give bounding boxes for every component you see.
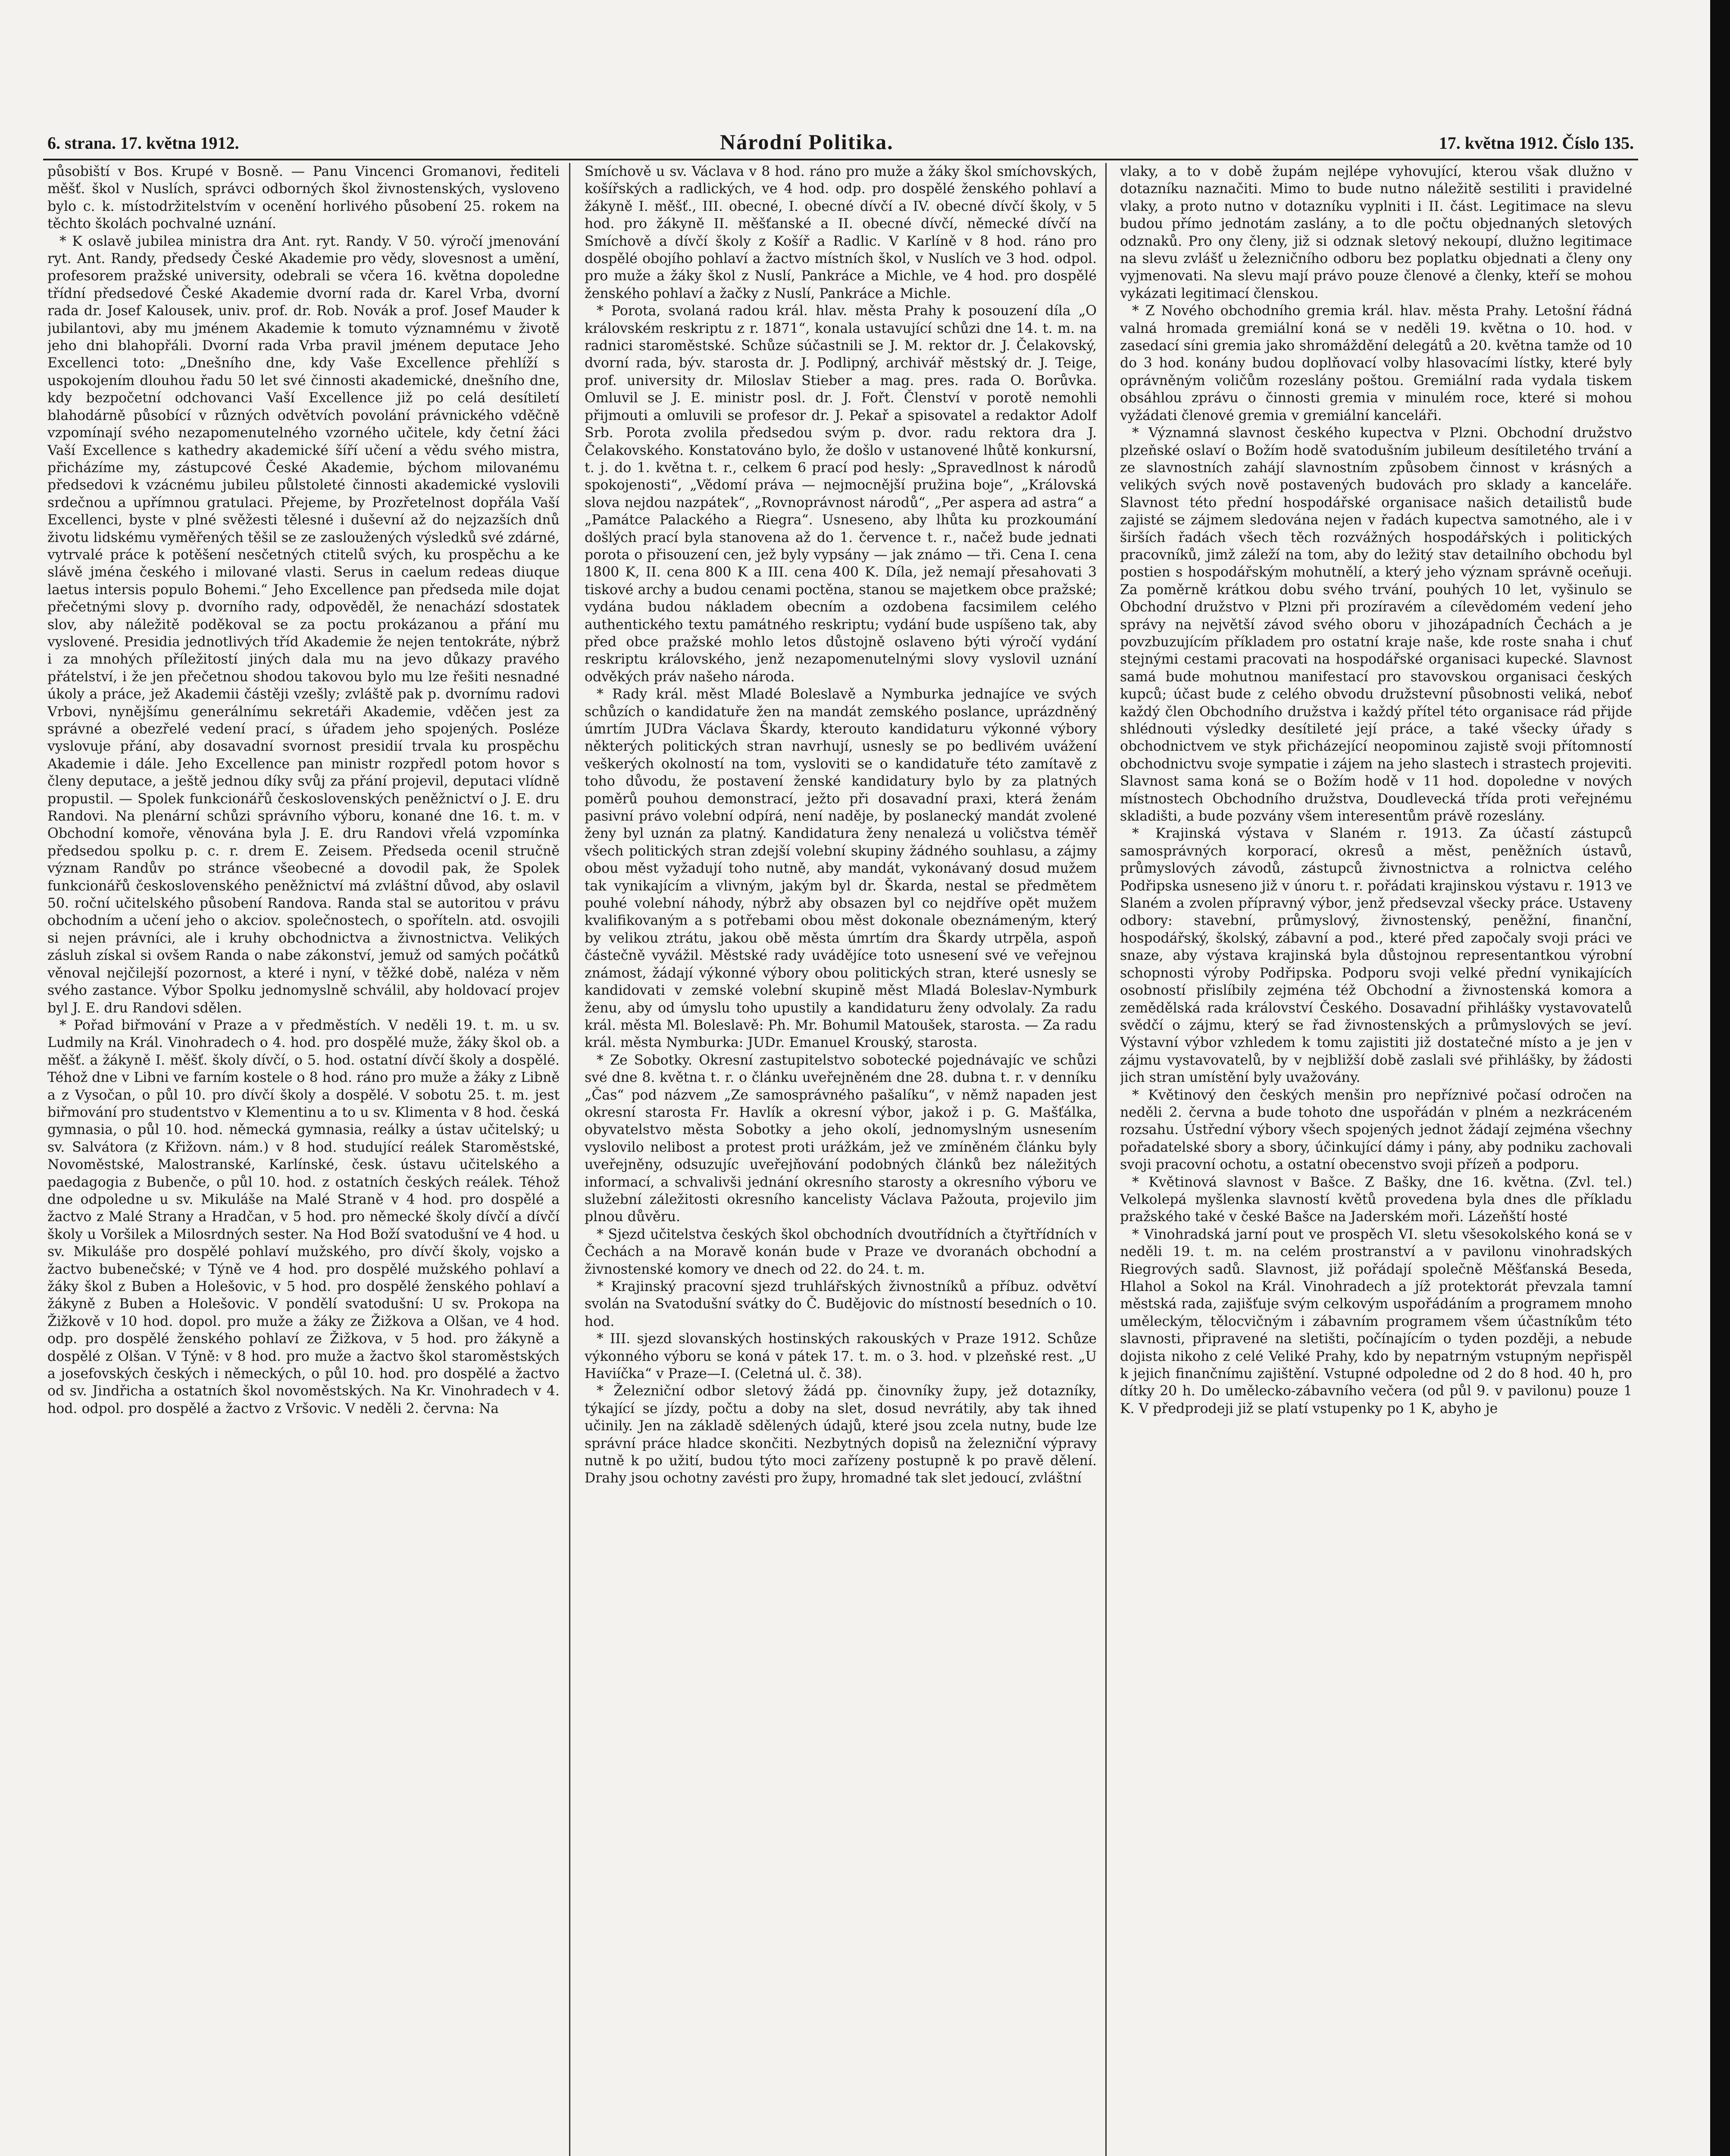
- masthead: [47, 129, 1634, 160]
- article-text: vlaky, a to v době župám nejlépe vyhovující, kterou však dlužno v dotazníku naznačiti. Mimo to bude nutno náležitě sestiliti i pravidelné vlaky, a proto nutno v dotazníku vyplniti i II. část. Legitimace na slevu budou přímo jednotám zaslány, a to dle počtu objednaných sletových odznaků. Pro ony členy, již si odznak sletový nekoupí, dlužno legitimace na slevu zvlášť u železničního odboru bez poplatku objednati a členy ony vyjmenovati. Na slevu mají právo pouze členové a členky, kteří se mohou vykázati legitimací členskou.: [1120, 164, 1632, 301]
- article-slany-exhibition: * Krajinská výstava v Slaném r. 1913. Za účastí zástupců samosprávných korporací, okresů a měst, peněžních ústavů, průmyslových závodů, zástupců živnostnictva a rolnictva celého Podřipska usneseno již v únoru t. r. pořádati krajinskou výstavu r. 1913 ve Slaném a zvolen přípravný výbor, jenž předsevzal všecky práce. Ustaveny odbory: stavební, průmyslový, živnostenský, peněžní, finanční, hospodářský, školský, zábavní a pod., které před započaly svoji práci ve snaze, aby výstava krajinská byla důstojnou representantkou výrobní schopnosti výroby Podřipska. Podporu svoji velké přední vynikajících osobností přislíbily zejména též Obchodní a živnostenská komora a zemědělská rada království Českého. Dosavadní přihlášky vystavovatelů svědčí o zájmu, který se řad živnostenských a průmyslových se jeví. Výstavní výbor vzhledem k tomu zajistiti již dostatečné místo a je jen v zájmu vystavovatelů, by v nejbližší době zaslali své přihlášky, by žádosti jich stran umístění byly uvažovány.: [1120, 826, 1632, 1086]
- article-carpenters-congress: * Krajinský pracovní sjezd truhlářských živnostníků a příbuz. odvětví svolán na Svatodušní svátky do Č. Budějovic do místností besedních o 10. hod.: [585, 1279, 1097, 1329]
- article-confirmation-schedule: * Pořad biřmování v Praze a v předměstích. V neděli 19. t. m. u sv. Ludmily na Král. Vinohradech o 4. hod. pro dospělé muže, žáky škol ob. a měšť. a žákyně I. měšť. školy dívčí, o 5. hod. ostatní dívčí školy a dospělé. Téhož dne v Libni ve farním kostele o 8 hod. ráno pro muže a žáky z Libně a z Vysočan, o půl 10. pro dívčí školy a dospělé. V sobotu 25. t. m. jest biřmování pro studentstvo v Klementinu a to u sv. Klimenta v 8 hod. česká gymnasia, o půl 10. hod. německá gymnasia, reálky a ústav učitelský; u sv. Salvátora (z Křižovn. nám.) v 8 hod. studující reálek Staroměstské, Novoměstské, Malostranské, Karlínské, česk. ústavu učitelského a paedagogia z Bubenče, o půl 10. hod. z ostatních českých reálek. Téhož dne odpoledne u sv. Mikuláše na Malé Straně v 4 hod. pro dospělé a žactvo z Malé Strany a Hradčan, v 5 hod. pro německé školy dívčí a dívčí školy u Voršilek a Milosrdných sester. Na Hod Boží svatodušní ve 4 hod. u sv. Mikuláše pro dospělé pohlaví mužského, pro dívčí školy, vojsko a žactvo bubenečské; v Týně ve 4 hod. pro dospělé mužského pohlaví a žáky škol z Buben a Holešovic, v 5 hod. pro dospělé ženského pohlaví a žákyně z Buben a Holešovic. V pondělí svatodušní: U sv. Prokopa na Žižkově v 10 hod. dopol. pro muže a žáky ze Žižkova a Olšan, ve 4 hod. odp. pro dospělé ženského pohlaví ze Žižkova, v 5 hod. pro žákyně a dospělé z Olšan. V Týně: v 8 hod. pro muže a žactvo škol staroměstských a josefovských českých i německých, o půl 10. hod. pro dospělé a žactvo od sv. Jindřicha a ostatních škol novoměstských. Na Kr. Vinohradech v 4. hod. odpol. pro dospělé a žactvo z Vršovic. V neděli 2. června: Na: [47, 1017, 560, 1416]
- article-text: Smíchově u sv. Václava v 8 hod. ráno pro muže a žáky škol smíchovských, košířských a radlických, ve 4 hod. odp. pro dospělé ženského pohlaví a žákyně I. měšť., III. obecné, I. obecné dívčí a IV. obecné dívčí školy, v 5 hod. pro žákyně II. měšťanské a II. obecné dívčí, německé dívčí na Smíchově a dívčí školy z Košíř a Radlic. V Karlíně v 8 hod. ráno pro dospělé obojího pohlaví a žactvo místních škol, v Nuslích ve 3 hod. odpol. pro muže a žáky škol z Nuslí, Pankráce a Michle, ve 4 hod. pro dospělé ženského pohlaví a žačky z Nuslí, Pankráce a Michle.: [585, 164, 1097, 301]
- column-divider: [569, 163, 570, 2156]
- article-baska-festival: * Květinová slavnost v Bašce. Z Bašky, dne 16. května. (Zvl. tel.) Velkolepá myšlenka slavností květů provedena byla dnes dle příkladu pražského také v české Bašce na Jaderském moři. Lázeňští hosté: [1120, 1174, 1632, 1225]
- article-railway-section: * Železniční odbor sletový žádá pp. činovníky župy, jež dotazníky, týkající se jízdy, počtu a doby na slet, dosud nevrátily, aby tak ihned učinily. Jen na základě sdělených údajů, které jsou zcela nutny, bude lze správní práce hladce skončiti. Nezbytných dopisů na železniční výpravy nutně k po užití, budou týto moci zařízeny postupně k po pravě dělení. Drahy jsou ochotny zavésti pro župy, hromadné tak slet jedoucí, zvláštní: [585, 1383, 1097, 1486]
- article-mlada-boleslav: * Rady král. měst Mladé Boleslavě a Nymburka jednajíce ve svých schůzích o kandidatuře žen na mandát zemského poslance, uprázdněný úmrtím JUDra Václava Škardy, kterouto kandidaturu výkonné výbory některých politických stran navrhují, usnesly se po bedlivém uvážení veškerých okolností na tom, vysloviti se o kandidatuře této zamítavě z toho důvodu, že postavení ženské kandidatury bylo by za platných poměrů pouhou demonstrací, ježto při dosavadní praxi, která ženám pasivní právo volební odpírá, není naděje, by poslanecký mandát zvolené ženy byl uznán za platný. Kandidatura ženy nenalezá u voličstva téměř všech politických stran zdejší volební skupiny žádného souhlasu, a zájmy obou měst vyžadují toho nutně, aby mandát, vykonávaný dosud mužem tak vynikajícím a vlivným, jakým byl dr. Škarda, nestal se předmětem pouhé volební náhody, nýbrž aby obsazen byl co nejdříve opět mužem kvalifikovaným a s potřebami obou měst dokonale obeznámeným, který by velikou ztrátu, jakou obě města úmrtím dra Škardy utrpěla, aspoň částečně vyvážil. Městské rady uvádějíce toto usnesení své ve veřejnou známost, žádají výkonné výbory obou politických stran, které usnesly se kandidovati v zemské volební skupině měst Mladá Boleslav-Nymburk ženu, aby od úmyslu toho upustily a kandidaturu ženy odvolaly. Za radu král. města Ml. Boleslavě: Ph. Mr. Bohumil Matoušek, starosta. — Za radu král. města Nymburka: JUDr. Emanuel Krouský, starosta.: [585, 686, 1097, 1051]
- article-vinohrady-fair: * Vinohradská jarní pout ve prospěch VI. sletu všesokolského koná se v neděli 19. t. m. na celém prostranství a v pavilonu vinohradských Riegrových sadů. Slavnost, již pořádají společně Měšťanská Beseda, Hlahol a Sokol na Král. Vinohradech a jíž protektorát převzala tamní městská rada, zajišťuje svým celkovým uspořádáním a programem mnoho uměleckým, tělocvičným i zábavním programem všem účastníkům této slavnosti, připravené na sletišti, počínajícím o tyden později, a nebude dojista nikoho z celé Veliké Prahy, kdo by nepatrným vstupným nepřispěl k jejich finančnímu zajištění. Vstupné odpoledne od 2 do 8 hod. 40 h, pro dítky 20 h. Do umělecko-zábavního večera (od půl 9. v pavilonu) pouze 1 K. V předprodeji již se platí vstupenky po 1 K, abyho je: [1120, 1226, 1632, 1416]
- article-merchants-gremium: * Z Nového obchodního gremia král. hlav. města Prahy. Letošní řádná valná hromada gremiální koná se v neděli 19. května o 10. hod. v zasedací síni gremia jako shromáždění delegátů a 20. května tamže od 10 do 3 hod. konány budou doplňovací volby hlasovacími lístky, které byly oprávněným voličům rozeslány poštou. Gremiální rada vydala tiskem obsáhlou zprávu o činnosti gremia v minulém roce, které si mohou vyžádati členové gremia v gremiální kanceláři.: [1120, 303, 1632, 423]
- page-number-date: 6. strana. 17. května 1912.: [47, 133, 239, 153]
- article-plzen-merchants: * Významná slavnost českého kupectva v Plzni. Obchodní družstvo plzeňské oslaví o Božím hodě svatodušním jubileum desítiletého trvání a ze slavnostních zahájí slavnostním způsobem činnost v krásných a velikých svých nově postavených budovách pro sklady a kanceláře. Slavnost této přední hospodářské organisace našich detailistů bude zajisté se zájmem sledována nejen v řadách kupectva samotného, ale i v širších řadách všech těch rozvážných hospodářských i politických pracovníků, jimž záleží na tom, aby do ležitý stav detailního obchodu byl postien s hospodářským mohutnělí, a který jeho význam správně oceňuji. Za poměrně krátkou dobu svého trvání, pouhých 10 let, vyšinulo se Obchodní družstvo v Plzni při prozíravém a cílevědomém vedení jeho správy na největší závod svého oboru v jihozápadních Čechách a je povzbuzujícím příkladem pro ostatní kraje naše, kde roste snaha i chuť stejnými cestami pracovati na hospodářské organisaci kupecké. Slavnost samá bude mohutnou manifestací pro stavovskou organisaci českých kupců; účast bude z celého obvodu družstevní působnosti veliká, neboť každý člen Obchodního družstva i každý přítel této organisace rád přijde shlédnouti výsledky desítileté její práce, a také všecky úřady s obchodnictvem ve styk přicházející neopominou zajistě svoji přítomností obchodnictvu svoje sympatie i zájem na jeho slastech i strastech projeviti. Slavnost sama koná se o Božím hodě v 11 hod. dopoledne v nových místnostech Obchodního družstva, Doudlevecká třída proti veřejnému skladišti, a bude pozvány všem interesentům právě rozeslány.: [1120, 425, 1632, 824]
- article-text: působiští v Bos. Krupé v Bosně. — Panu Vincenci Gromanovi, řediteli měšť. škol v Nuslích, správci odborných škol živnostenských, vysloveno bylo c. k. místodržitelstvím v ocenění horlivého působení 25. rokem na těchto školách pochvalné uznání.: [47, 164, 560, 232]
- article-jury-rescript: * Porota, svolaná radou král. hlav. města Prahy k posouzení díla „O královském reskriptu z r. 1871“, konala ustavující schůzi dne 14. t. m. na radnici staroměstské. Schůze súčastnili se J. M. rektor dr. J. Čelakovský, dvorní rada, býv. starosta dr. J. Podlipný, archivář městský dr. J. Teige, prof. university dr. Miloslav Stieber a mag. pres. rada O. Borůvka. Omluvil se J. E. ministr posl. dr. J. Fořt. Členství v porotě nemohli přijmouti a omluvili se profesor dr. J. Pekař a spisovatel a redaktor Adolf Srb. Porota zvolila předsedou svým p. dvor. radu rektora dra J. Čelakovského. Konstatováno bylo, že došlo v ustanovené lhůtě konkursní, t. j. do 1. května t. r., celkem 6 prací pod hesly: „Spravedlnost k národů spokojenosti“, „Vědomí práva — nejmocnější pružina boje“, „Královská slova nejdou nazpátek“, „Rovnoprávnost národů“, „Per aspera ad astra“ a „Památce Palackého a Riegra“. Usneseno, aby lhůta ku prozkoumání došlých prací byla stanovena až do 1. července t. r., načež bude jednati porota o přisouzení cen, jež byly vypsány — jak známo — tři. Cena I. cena 1800 K, II. cena 800 K a III. cena 400 K. Díla, jež nemají přesahovati 3 tiskové archy a budou cenami poctěna, stanou se majetkem obce pražské; vydána budou nákladem obecním a ozdobena facsimilem celého authentického textu památného reskriptu; vydání bude uspíšeno tak, aby před obce pražské mohlo letos důstojně oslaveno býti výročí vydání reskriptu královského, jenž nezapomenutelnými slovy vyslovil uznání odvěkých práv našeho národa.: [585, 303, 1097, 685]
- column-2: [585, 163, 1097, 2156]
- column-1: [47, 163, 560, 2156]
- article-flower-day: * Květinový den českých menšin pro nepříznivé počasí odročen na neděli 2. června a bude tohoto dne uspořádán v plném a nezkráceném rozsahu. Ústřední výbory všech spojených jednot žádají zejména všechny pořadatelské sbory a sbory, účinkující dámy i pány, aby podniku zachovali svoji pracovní ochotu, a ostatní obecenstvo svoji přízeň a podporu.: [1120, 1087, 1632, 1173]
- article-innkeepers-congress: * III. sjezd slovanských hostinských rakouských v Praze 1912. Schůze výkonného výboru se koná v pátek 17. t. m. o 3. hod. v plzeňské rest. „U Haviíčka“ v Praze—I. (Celetná ul. č. 38).: [585, 1331, 1097, 1382]
- article-sobotka: * Ze Sobotky. Okresní zastupitelstvo sobotecké pojednávajíc ve schůzi své dne 8. května t. r. o článku uveřejněném dne 28. dubna t. r. v denníku „Čas“ pod názvem „Ze samosprávného pašalíku“, v němž napaden jest okresní starosta Fr. Havlík a okresní výbor, jakož i p. G. Mašťálka, obyvatelstvo města Sobotky a jeho okolí, jednomyslným usnesením vyslovilo nelibost a protest proti urážkám, jež ve zmíněném článku byly uveřejněny, odsuzujíc uveřejňování podobných článků bez náležitých informací, a schvalivši jednání okresního starosty a okresního výboru ve služební záležitosti okresního kancelisty Václava Pažouta, projevilo jim plnou důvěru.: [585, 1052, 1097, 1225]
- article-teachers-congress: * Sjezd učitelstva českých škol obchodních dvoutřídních a čtyřtřídních v Čechách a na Moravě konán bude v Praze ve dvoranách obchodní a živnostenské komory ve dnech od 22. do 24. t. m.: [585, 1226, 1097, 1277]
- article-randa-jubilee: * K oslavě jubilea ministra dra Ant. ryt. Randy. V 50. výročí jmenování ryt. Ant. Randy, předsedy České Akademie pro vědy, slovesnost a umění, profesorem pražské university, odebrali se včera 16. května dopoledne třídní předsedové České Akademie dvorní rada dr. Karel Vrba, dvorní rada dr. Josef Kalousek, univ. prof. dr. Rob. Novák a prof. Josef Mauder k jubilantovi, aby mu jménem Akademie k tomuto významnému v životě jeho dni blahopřáli. Dvorní rada Vrba pravil jménem deputace Jeho Excellenci toto: „Dnešního dne, kdy Vaše Excellence přehlíží s uspokojením dlouhou řadu 50 let své činnosti akademické, dnešního dne, kdy bezpočetní odchovanci Vaší Excellence již po celá desítiletí blahodárně působící v různých odvětvích povolání právnického vděčně vzpomínají svého nezapomenutelného vzorného učitele, kdy četní žáci Vaší Excellence s kathedry akademické šíří učení a vědu svého mistra, přicházíme my, zástupcové České Akademie, býchom milovanému předsedovi k vzácnému jubileu půlstoleté činnosti akademické vyslovili srdečnou a upřímnou gratulaci. Přejeme, by Prozřetelnost dopřála Vaší Excellenci, byste v plné svěžesti tělesné i duševní až do nejzazších dnů životu lidskému vyměřených těšil se ze zasloužených výsledků své zdárné, vytrvalé práce k potěšení nesčetných ctitelů svých, ku prospěchu a ke slávě jména českého i milované vlasti. Serus in caelum redeas diuque laetus intersis populo Bohemi.“ Jeho Excellence pan předseda mile dojat přečetnými slovy p. dvorního rady, odpověděl, že nenachází sdostatek slov, aby náležitě poděkoval se za poctu prokázanou a přání mu vyslovené. Presidia jednotlivých tříd Akademie že nejen tentokráte, nýbrž i za mnohých příležitostí jiných dala mu na jevo důkazy pravého přátelství, i že jen přečetnou shodou takovou bylo mu lze řešiti nesnadné úkoly a práce, jež Akademii částěji vzešly; zvláště pak p. dvornímu radovi Vrbovi, nynějšímu generálnímu sekretáři Akademie, vděčen jest za správné a obezřelé vedení prací, s úřadem jeho spojených. Posléze vyslovuje přání, aby dosavadní svornost presidií trvala ku prospěchu Akademie i dále. Jeho Excellence pan ministr rozpředl potom hovor s členy deputace, a ještě jednou díky svůj za přání projevil, deputaci vlídně propustil. — Spolek funkcionářů československých peněžnictví o J. E. dru Randovi. Na plenární schůzi správního výboru, konané dne 16. t. m. v Obchodní komoře, věnována byla J. E. dru Randovi vřelá vzpomínka předsedou spolku p. c. r. drem E. Zeisem. Předseda ocenil stručně význam Randův po stránce všeobecné a dovodil pak, že Spolek funkcionářů československého peněžnictví má zvláštní důvod, aby oslavil 50. roční učitelského působení Randova. Randa stal se autoritou v právu obchodním a učení jeho o akciov. společnostech, o spoříteln. atd. osvojili si nejen právníci, ale i kruhy obchodnictva a živnostnictva. Velikých zásluh získal si ovšem Randa o nabe zákonství, jemuž od samých počátků věnoval nejčilejší pozornost, a které i nyní, v těžké době, naléza v něm svého zastance. Výbor Spolku jednomyslně schválil, aby holdovací projev byl J. E. dru Randovi sdělen.: [47, 233, 560, 1016]
- column-3: [1120, 163, 1632, 2156]
- column-divider: [1105, 163, 1107, 2156]
- issue-date-number: 17. května 1912. Číslo 135.: [1439, 133, 1634, 153]
- newspaper-title: Národní Politika.: [720, 130, 894, 154]
- header-rule: [43, 159, 1638, 160]
- scan-edge: [1710, 0, 1730, 2156]
